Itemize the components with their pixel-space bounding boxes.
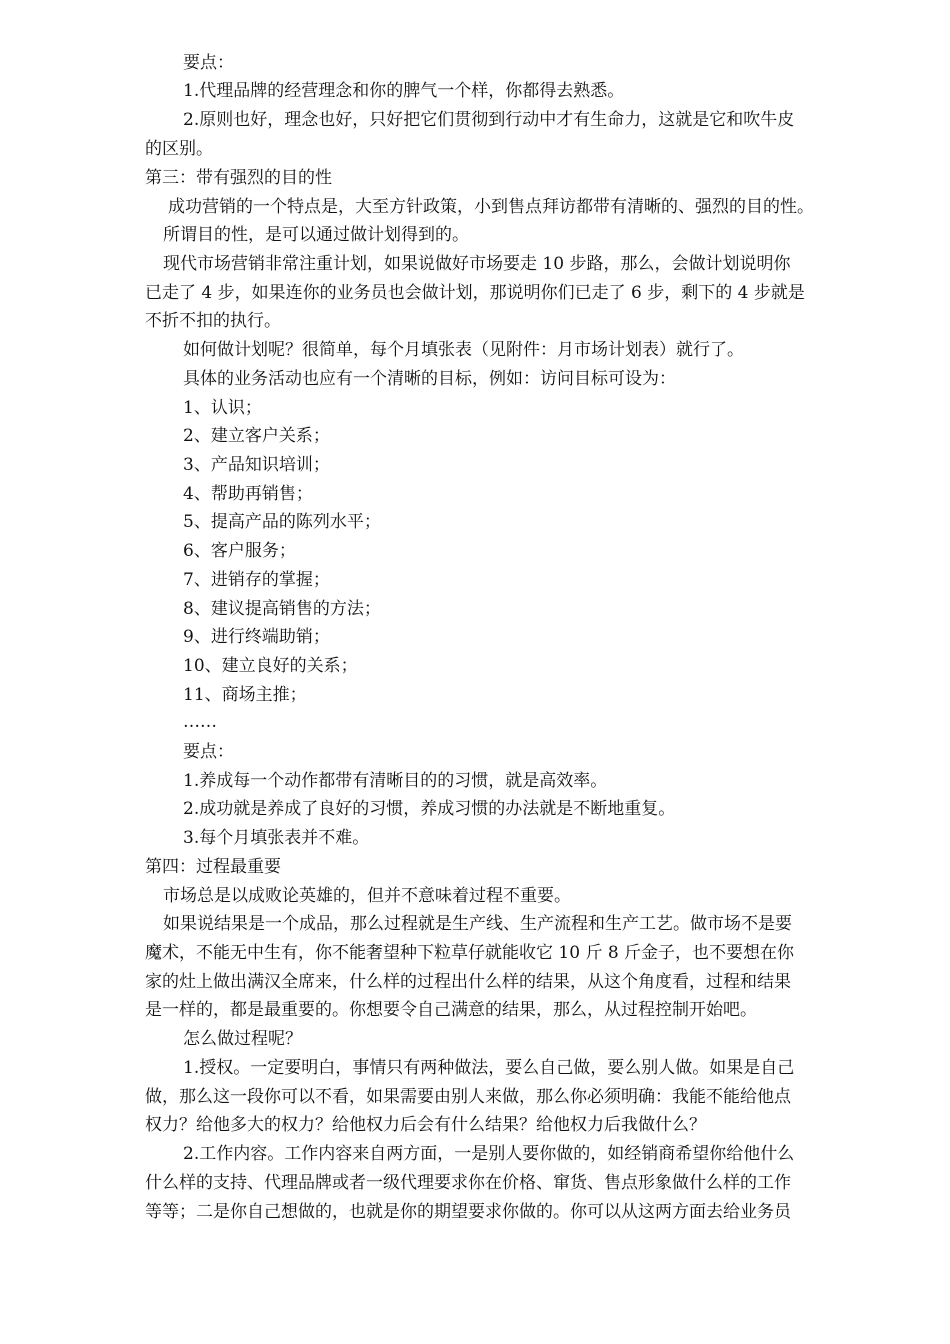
text-line: 现代市场营销非常注重计划，如果说做好市场要走 10 步路，那么，会做计划说明你 (163, 254, 791, 274)
text-line: 怎么做过程呢？ (183, 1029, 302, 1049)
text-line: 家的灶上做出满汉全席来，什么样的过程出什么样的结果，从这个角度看，过程和结果 (145, 972, 791, 992)
section-heading: 第三：带有强烈的目的性 (145, 168, 332, 188)
text-line: 已走了 4 步，如果连你的业务员也会做计划，那说明你们已走了 6 步，剩下的 4 步就是 (145, 283, 805, 303)
text-line: 1.养成每一个动作都带有清晰目的的习惯，就是高效率。 (183, 771, 608, 791)
list-item: 5、提高产品的陈列水平； (183, 512, 381, 532)
text-line: 要点： (183, 742, 234, 762)
text-line: 2.成功就是养成了良好的习惯，养成习惯的办法就是不断地重复。 (183, 799, 676, 819)
text-line: 如何做计划呢？很简单，每个月填张表（见附件：月市场计划表）就行了。 (183, 340, 744, 360)
text-line: 什么样的支持、代理品牌或者一级代理要求你在价格、窜货、售点形象做什么样的工作 (145, 1173, 791, 1193)
text-line: 要点： (183, 53, 234, 73)
text-line: 1.代理品牌的经营理念和你的脾气一个样，你都得去熟悉。 (183, 81, 625, 101)
text-line: 所谓目的性，是可以通过做计划得到的。 (163, 225, 469, 245)
text-line: 魔术，不能无中生有，你不能奢望种下粒草仔就能收它 10 斤 8 斤金子，也不要想在你 (145, 943, 795, 963)
text-line: 1.授权。一定要明白，事情只有两种做法，要么自己做，要么别人做。如果是自己 (183, 1058, 795, 1078)
list-item: 3、产品知识培训； (183, 455, 330, 475)
text-line: 等等；二是你自己想做的，也就是你的期望要求你做的。你可以从这两方面去给业务员 (145, 1202, 791, 1222)
list-item: 10、建立良好的关系； (183, 656, 358, 676)
text-line: 如果说结果是一个成品，那么过程就是生产线、生产流程和生产工艺。做市场不是要 (163, 914, 792, 934)
text-line: 市场总是以成败论英雄的，但并不意味着过程不重要。 (163, 886, 571, 906)
text-line: 具体的业务活动也应有一个清晰的目标，例如：访问目标可设为： (183, 369, 676, 389)
list-item: 1、认识； (183, 398, 262, 418)
text-line: 是一样的，都是最重要的。你想要令自己满意的结果，那么，从过程控制开始吧。 (145, 1000, 757, 1020)
list-item: 7、进销存的掌握； (183, 570, 330, 590)
text-line: 的区别。 (145, 139, 213, 159)
list-item: 9、进行终端助销； (183, 627, 330, 647)
text-line: 3.每个月填张表并不难。 (183, 828, 370, 848)
text-line: 权力？给他多大的权力？给他权力后会有什么结果？给他权力后我做什么？ (145, 1115, 706, 1135)
list-item: 11、商场主推； (183, 685, 307, 705)
text-line: 2.原则也好，理念也好，只好把它们贯彻到行动中才有生命力，这就是它和吹牛皮 (183, 110, 795, 130)
text-line: 不折不扣的执行。 (145, 311, 281, 331)
text-line: 成功营销的一个特点是，大至方针政策，小到售点拜访都带有清晰的、强烈的目的性。 (168, 197, 814, 217)
ellipsis: …… (183, 712, 217, 732)
list-item: 6、客户服务； (183, 541, 296, 561)
text-line: 做，那么这一段你可以不看，如果需要由别人来做，那么你必须明确：我能不能给他点 (145, 1087, 791, 1107)
list-item: 2、建立客户关系； (183, 426, 330, 446)
list-item: 4、帮助再销售； (183, 484, 313, 504)
section-heading: 第四：过程最重要 (145, 857, 281, 877)
list-item: 8、建议提高销售的方法； (183, 599, 381, 619)
text-line: 2.工作内容。工作内容来自两方面，一是别人要你做的，如经销商希望你给他什么 (183, 1144, 795, 1164)
